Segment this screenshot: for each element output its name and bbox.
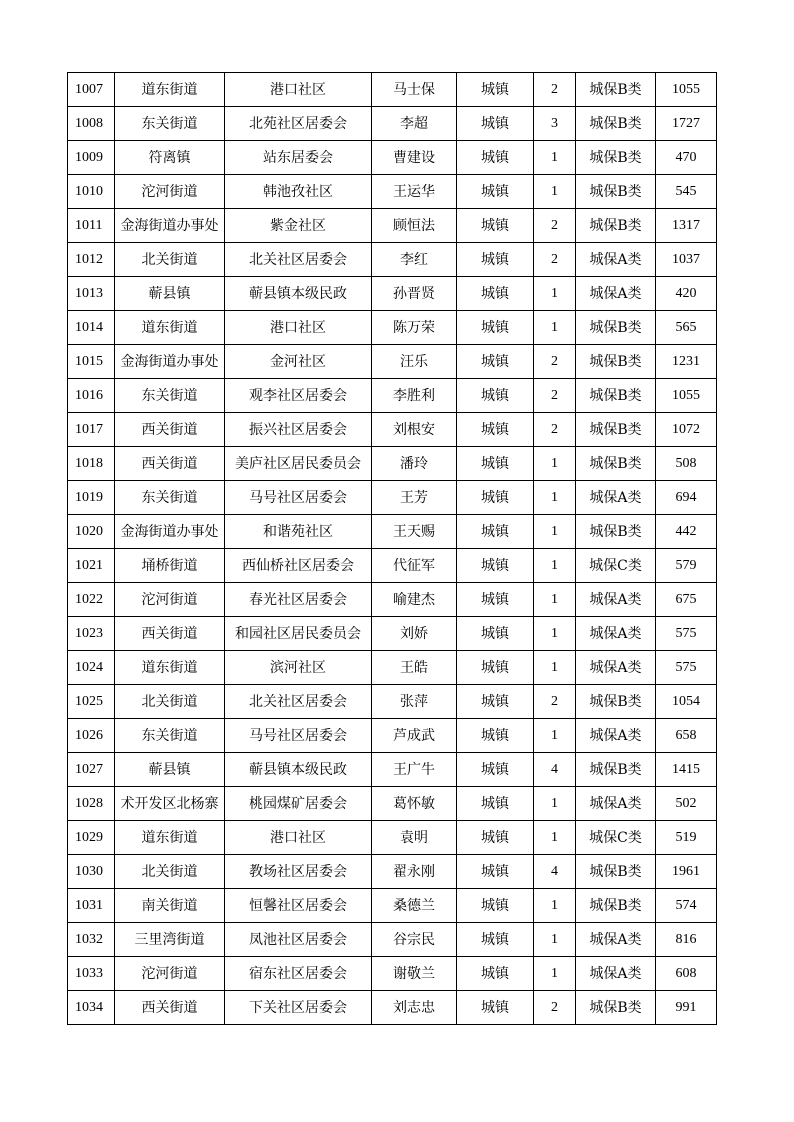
name-cell: 葛怀敏 <box>372 787 457 821</box>
street-cell: 东关街道 <box>115 719 225 753</box>
community-cell: 马号社区居委会 <box>225 481 372 515</box>
category-cell: 城保B类 <box>576 515 656 549</box>
area-type-cell: 城镇 <box>457 855 534 889</box>
area-type-cell: 城镇 <box>457 515 534 549</box>
table-row <box>68 243 717 277</box>
amount-cell: 508 <box>656 447 717 481</box>
community-cell: 港口社区 <box>225 73 372 107</box>
amount-cell: 816 <box>656 923 717 957</box>
name-cell: 马士保 <box>372 73 457 107</box>
row-id-cell: 1034 <box>68 991 115 1025</box>
amount-cell: 519 <box>656 821 717 855</box>
name-cell: 李超 <box>372 107 457 141</box>
row-id-cell: 1032 <box>68 923 115 957</box>
area-type-cell: 城镇 <box>457 175 534 209</box>
category-cell: 城保B类 <box>576 311 656 345</box>
row-id-cell: 1011 <box>68 209 115 243</box>
street-cell: 蕲县镇 <box>115 277 225 311</box>
area-type-cell: 城镇 <box>457 821 534 855</box>
name-cell: 李胜利 <box>372 379 457 413</box>
amount-cell: 1231 <box>656 345 717 379</box>
area-type-cell: 城镇 <box>457 719 534 753</box>
table-row <box>68 583 717 617</box>
name-cell: 曹建设 <box>372 141 457 175</box>
household-count-cell: 1 <box>534 787 576 821</box>
street-cell: 金海街道办事处 <box>115 345 225 379</box>
amount-cell: 575 <box>656 617 717 651</box>
amount-cell: 1055 <box>656 379 717 413</box>
amount-cell: 1415 <box>656 753 717 787</box>
household-count-cell: 1 <box>534 583 576 617</box>
table-row <box>68 923 717 957</box>
name-cell: 王运华 <box>372 175 457 209</box>
street-cell: 金海街道办事处 <box>115 515 225 549</box>
household-count-cell: 2 <box>534 243 576 277</box>
row-id-cell: 1016 <box>68 379 115 413</box>
household-count-cell: 2 <box>534 345 576 379</box>
category-cell: 城保B类 <box>576 889 656 923</box>
area-type-cell: 城镇 <box>457 617 534 651</box>
amount-cell: 545 <box>656 175 717 209</box>
community-cell: 桃园煤矿居委会 <box>225 787 372 821</box>
category-cell: 城保A类 <box>576 481 656 515</box>
household-count-cell: 1 <box>534 549 576 583</box>
household-count-cell: 2 <box>534 685 576 719</box>
street-cell: 沱河街道 <box>115 583 225 617</box>
household-count-cell: 2 <box>534 73 576 107</box>
table-row <box>68 821 717 855</box>
household-count-cell: 2 <box>534 991 576 1025</box>
name-cell: 谷宗民 <box>372 923 457 957</box>
table-row <box>68 413 717 447</box>
street-cell: 三里湾街道 <box>115 923 225 957</box>
amount-cell: 502 <box>656 787 717 821</box>
community-cell: 春光社区居委会 <box>225 583 372 617</box>
household-count-cell: 1 <box>534 141 576 175</box>
row-id-cell: 1013 <box>68 277 115 311</box>
street-cell: 符离镇 <box>115 141 225 175</box>
category-cell: 城保B类 <box>576 685 656 719</box>
table-row <box>68 651 717 685</box>
name-cell: 陈万荣 <box>372 311 457 345</box>
community-cell: 金河社区 <box>225 345 372 379</box>
amount-cell: 575 <box>656 651 717 685</box>
name-cell: 李红 <box>372 243 457 277</box>
name-cell: 王芳 <box>372 481 457 515</box>
name-cell: 潘玲 <box>372 447 457 481</box>
row-id-cell: 1028 <box>68 787 115 821</box>
area-type-cell: 城镇 <box>457 141 534 175</box>
row-id-cell: 1009 <box>68 141 115 175</box>
street-cell: 道东街道 <box>115 651 225 685</box>
street-cell: 东关街道 <box>115 379 225 413</box>
name-cell: 孙晋贤 <box>372 277 457 311</box>
table-row <box>68 73 717 107</box>
community-cell: 教场社区居委会 <box>225 855 372 889</box>
table-row <box>68 345 717 379</box>
category-cell: 城保B类 <box>576 175 656 209</box>
area-type-cell: 城镇 <box>457 345 534 379</box>
household-count-cell: 4 <box>534 855 576 889</box>
amount-cell: 1054 <box>656 685 717 719</box>
row-id-cell: 1033 <box>68 957 115 991</box>
table-row <box>68 855 717 889</box>
category-cell: 城保A类 <box>576 243 656 277</box>
category-cell: 城保A类 <box>576 719 656 753</box>
table-row <box>68 957 717 991</box>
community-cell: 凤池社区居委会 <box>225 923 372 957</box>
name-cell: 谢敬兰 <box>372 957 457 991</box>
table-row <box>68 515 717 549</box>
amount-cell: 1037 <box>656 243 717 277</box>
community-cell: 紫金社区 <box>225 209 372 243</box>
area-type-cell: 城镇 <box>457 209 534 243</box>
area-type-cell: 城镇 <box>457 481 534 515</box>
table-row <box>68 311 717 345</box>
table-row <box>68 277 717 311</box>
category-cell: 城保A类 <box>576 923 656 957</box>
area-type-cell: 城镇 <box>457 413 534 447</box>
community-cell: 恒馨社区居委会 <box>225 889 372 923</box>
community-cell: 和谐苑社区 <box>225 515 372 549</box>
street-cell: 沱河街道 <box>115 957 225 991</box>
name-cell: 代征军 <box>372 549 457 583</box>
table-row <box>68 753 717 787</box>
household-count-cell: 2 <box>534 413 576 447</box>
household-count-cell: 1 <box>534 175 576 209</box>
area-type-cell: 城镇 <box>457 447 534 481</box>
community-cell: 蕲县镇本级民政 <box>225 277 372 311</box>
category-cell: 城保B类 <box>576 753 656 787</box>
category-cell: 城保B类 <box>576 855 656 889</box>
row-id-cell: 1014 <box>68 311 115 345</box>
household-count-cell: 1 <box>534 889 576 923</box>
category-cell: 城保B类 <box>576 345 656 379</box>
table-row <box>68 379 717 413</box>
category-cell: 城保C类 <box>576 821 656 855</box>
household-count-cell: 1 <box>534 651 576 685</box>
row-id-cell: 1029 <box>68 821 115 855</box>
street-cell: 西关街道 <box>115 447 225 481</box>
row-id-cell: 1031 <box>68 889 115 923</box>
household-count-cell: 1 <box>534 277 576 311</box>
category-cell: 城保B类 <box>576 991 656 1025</box>
street-cell: 南关街道 <box>115 889 225 923</box>
row-id-cell: 1027 <box>68 753 115 787</box>
amount-cell: 565 <box>656 311 717 345</box>
community-cell: 西仙桥社区居委会 <box>225 549 372 583</box>
amount-cell: 675 <box>656 583 717 617</box>
row-id-cell: 1007 <box>68 73 115 107</box>
street-cell: 北关街道 <box>115 685 225 719</box>
amount-cell: 608 <box>656 957 717 991</box>
area-type-cell: 城镇 <box>457 923 534 957</box>
name-cell: 刘志忠 <box>372 991 457 1025</box>
street-cell: 蕲县镇 <box>115 753 225 787</box>
table-body <box>68 73 717 1025</box>
row-id-cell: 1017 <box>68 413 115 447</box>
area-type-cell: 城镇 <box>457 379 534 413</box>
table-row <box>68 549 717 583</box>
row-id-cell: 1019 <box>68 481 115 515</box>
amount-cell: 1055 <box>656 73 717 107</box>
street-cell: 西关街道 <box>115 991 225 1025</box>
name-cell: 顾恒法 <box>372 209 457 243</box>
row-id-cell: 1010 <box>68 175 115 209</box>
street-cell: 西关街道 <box>115 617 225 651</box>
category-cell: 城保B类 <box>576 141 656 175</box>
area-type-cell: 城镇 <box>457 991 534 1025</box>
household-count-cell: 1 <box>534 923 576 957</box>
street-cell: 西关街道 <box>115 413 225 447</box>
name-cell: 刘娇 <box>372 617 457 651</box>
community-cell: 下关社区居委会 <box>225 991 372 1025</box>
area-type-cell: 城镇 <box>457 685 534 719</box>
street-cell: 东关街道 <box>115 481 225 515</box>
category-cell: 城保B类 <box>576 447 656 481</box>
name-cell: 汪乐 <box>372 345 457 379</box>
household-count-cell: 1 <box>534 481 576 515</box>
amount-cell: 1317 <box>656 209 717 243</box>
category-cell: 城保B类 <box>576 107 656 141</box>
household-count-cell: 1 <box>534 311 576 345</box>
name-cell: 袁明 <box>372 821 457 855</box>
area-type-cell: 城镇 <box>457 243 534 277</box>
row-id-cell: 1023 <box>68 617 115 651</box>
table-row <box>68 141 717 175</box>
area-type-cell: 城镇 <box>457 787 534 821</box>
community-cell: 观李社区居委会 <box>225 379 372 413</box>
area-type-cell: 城镇 <box>457 549 534 583</box>
row-id-cell: 1015 <box>68 345 115 379</box>
row-id-cell: 1022 <box>68 583 115 617</box>
row-id-cell: 1008 <box>68 107 115 141</box>
community-cell: 振兴社区居委会 <box>225 413 372 447</box>
community-cell: 北关社区居委会 <box>225 685 372 719</box>
area-type-cell: 城镇 <box>457 889 534 923</box>
table-row <box>68 175 717 209</box>
row-id-cell: 1024 <box>68 651 115 685</box>
row-id-cell: 1018 <box>68 447 115 481</box>
amount-cell: 991 <box>656 991 717 1025</box>
table-row <box>68 617 717 651</box>
table-row <box>68 209 717 243</box>
street-cell: 术开发区北杨寨 <box>115 787 225 821</box>
amount-cell: 658 <box>656 719 717 753</box>
row-id-cell: 1012 <box>68 243 115 277</box>
street-cell: 东关街道 <box>115 107 225 141</box>
household-count-cell: 3 <box>534 107 576 141</box>
name-cell: 芦成武 <box>372 719 457 753</box>
area-type-cell: 城镇 <box>457 107 534 141</box>
amount-cell: 420 <box>656 277 717 311</box>
street-cell: 埇桥街道 <box>115 549 225 583</box>
category-cell: 城保A类 <box>576 277 656 311</box>
street-cell: 道东街道 <box>115 821 225 855</box>
data-table <box>67 72 717 1025</box>
name-cell: 翟永刚 <box>372 855 457 889</box>
amount-cell: 1072 <box>656 413 717 447</box>
area-type-cell: 城镇 <box>457 277 534 311</box>
household-count-cell: 1 <box>534 617 576 651</box>
street-cell: 道东街道 <box>115 73 225 107</box>
street-cell: 沱河街道 <box>115 175 225 209</box>
street-cell: 金海街道办事处 <box>115 209 225 243</box>
row-id-cell: 1026 <box>68 719 115 753</box>
community-cell: 蕲县镇本级民政 <box>225 753 372 787</box>
table-row <box>68 481 717 515</box>
table-row <box>68 685 717 719</box>
table-row <box>68 447 717 481</box>
amount-cell: 579 <box>656 549 717 583</box>
community-cell: 北苑社区居委会 <box>225 107 372 141</box>
area-type-cell: 城镇 <box>457 311 534 345</box>
table-row <box>68 107 717 141</box>
community-cell: 港口社区 <box>225 821 372 855</box>
community-cell: 站东居委会 <box>225 141 372 175</box>
amount-cell: 1961 <box>656 855 717 889</box>
household-count-cell: 1 <box>534 957 576 991</box>
area-type-cell: 城镇 <box>457 957 534 991</box>
area-type-cell: 城镇 <box>457 651 534 685</box>
row-id-cell: 1020 <box>68 515 115 549</box>
community-cell: 宿东社区居委会 <box>225 957 372 991</box>
community-cell: 北关社区居委会 <box>225 243 372 277</box>
community-cell: 美庐社区居民委员会 <box>225 447 372 481</box>
category-cell: 城保C类 <box>576 549 656 583</box>
table-row <box>68 991 717 1025</box>
amount-cell: 442 <box>656 515 717 549</box>
amount-cell: 694 <box>656 481 717 515</box>
household-count-cell: 4 <box>534 753 576 787</box>
household-count-cell: 1 <box>534 821 576 855</box>
street-cell: 北关街道 <box>115 243 225 277</box>
community-cell: 和园社区居民委员会 <box>225 617 372 651</box>
name-cell: 刘根安 <box>372 413 457 447</box>
household-count-cell: 2 <box>534 209 576 243</box>
category-cell: 城保B类 <box>576 413 656 447</box>
community-cell: 马号社区居委会 <box>225 719 372 753</box>
amount-cell: 574 <box>656 889 717 923</box>
community-cell: 港口社区 <box>225 311 372 345</box>
category-cell: 城保A类 <box>576 583 656 617</box>
row-id-cell: 1025 <box>68 685 115 719</box>
amount-cell: 470 <box>656 141 717 175</box>
amount-cell: 1727 <box>656 107 717 141</box>
category-cell: 城保A类 <box>576 651 656 685</box>
household-count-cell: 1 <box>534 515 576 549</box>
category-cell: 城保B类 <box>576 73 656 107</box>
table-row <box>68 719 717 753</box>
category-cell: 城保A类 <box>576 617 656 651</box>
category-cell: 城保A类 <box>576 957 656 991</box>
table-row <box>68 889 717 923</box>
name-cell: 喻建杰 <box>372 583 457 617</box>
household-count-cell: 1 <box>534 719 576 753</box>
category-cell: 城保B类 <box>576 209 656 243</box>
community-cell: 韩池孜社区 <box>225 175 372 209</box>
area-type-cell: 城镇 <box>457 753 534 787</box>
name-cell: 王天赐 <box>372 515 457 549</box>
area-type-cell: 城镇 <box>457 583 534 617</box>
area-type-cell: 城镇 <box>457 73 534 107</box>
street-cell: 北关街道 <box>115 855 225 889</box>
name-cell: 王皓 <box>372 651 457 685</box>
row-id-cell: 1030 <box>68 855 115 889</box>
name-cell: 张萍 <box>372 685 457 719</box>
category-cell: 城保A类 <box>576 787 656 821</box>
household-count-cell: 2 <box>534 379 576 413</box>
row-id-cell: 1021 <box>68 549 115 583</box>
name-cell: 王广牛 <box>372 753 457 787</box>
community-cell: 滨河社区 <box>225 651 372 685</box>
household-count-cell: 1 <box>534 447 576 481</box>
name-cell: 桑德兰 <box>372 889 457 923</box>
street-cell: 道东街道 <box>115 311 225 345</box>
category-cell: 城保B类 <box>576 379 656 413</box>
table-row <box>68 787 717 821</box>
